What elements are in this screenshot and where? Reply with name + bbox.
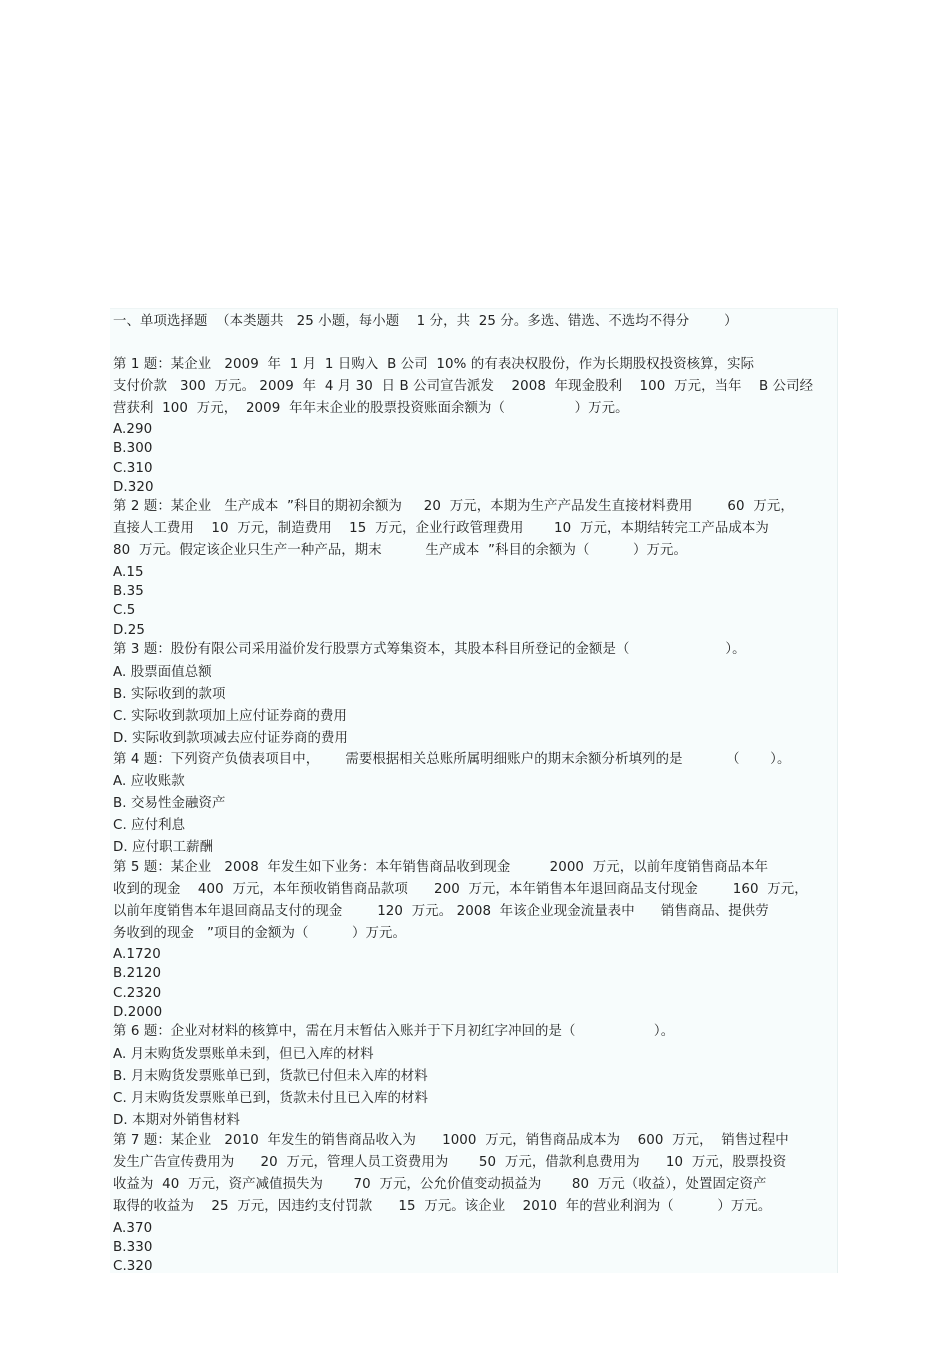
question-7-stem-line-3: 收益为 40 万元，资产减值损失为 70 万元，公允价值变动损益为 80 万元（收益），处置固定资产 [113, 1177, 767, 1192]
question-4-option-d: D. 应付职工薪酬 [113, 840, 214, 855]
question-1-option-d: D.320 [113, 480, 154, 495]
question-2-stem-line-3: 80 万元。假定该企业只生产一种产品，期末 生产成本 ”科目的余额为（ ）万元。 [113, 543, 688, 558]
question-2-option-d: D.25 [113, 623, 146, 638]
question-1-option-b: B.300 [113, 441, 153, 456]
question-2-option-b: B.35 [113, 584, 144, 599]
question-5-stem-line-3: 以前年度销售本年退回商品支付的现金 120 万元。 2008 年该企业现金流量表中 销售商品、提供劳 [113, 904, 769, 919]
question-4-stem-line-1: 第 4 题：下列资产负债表项目中， 需要根据相关总账所属明细账户的期末余额分析填列的是 （ ）。 [113, 752, 791, 767]
question-7-stem-line-2: 发生广告宣传费用为 20 万元，管理人员工资费用为 50 万元，借款利息费用为 10 万元，股票投资 [113, 1155, 787, 1170]
question-4-option-c: C. 应付利息 [113, 818, 186, 833]
question-5-option-c: C.2320 [113, 986, 162, 1001]
question-7-option-c: C.320 [113, 1259, 153, 1274]
question-1-option-a: A.290 [113, 422, 153, 437]
question-5-stem-line-4: 务收到的现金 ”项目的金额为（ ）万元。 [113, 926, 407, 941]
question-6-option-c: C. 月末购货发票账单已到，货款未付且已入库的材料 [113, 1091, 428, 1106]
question-5-option-d: D.2000 [113, 1005, 163, 1020]
question-2-option-a: A.15 [113, 565, 144, 580]
question-3-stem-line-1: 第 3 题：股份有限公司采用溢价发行股票方式筹集资本，其股本科目所登记的金额是（ ）。 [113, 642, 746, 657]
question-5-stem-line-1: 第 5 题：某企业 2008 年发生如下业务：本年销售商品收到现金 2000 万元，以前年度销售商品本年 [113, 860, 769, 875]
question-6-option-b: B. 月末购货发票账单已到，货款已付但未入库的材料 [113, 1069, 428, 1084]
question-3-option-d: D. 实际收到款项减去应付证券商的费用 [113, 731, 348, 746]
question-1-option-c: C.310 [113, 461, 153, 476]
question-5-stem-line-2: 收到的现金 400 万元，本年预收销售商品款项 200 万元，本年销售本年退回商品支付现金 160 万元， [113, 882, 808, 897]
question-1-stem-line-2: 支付价款 300 万元。 2009 年 4 月 30 日 B 公司宣告派发 2008 年现金股利 100 万元，当年 B 公司经 [113, 379, 814, 394]
question-2-option-c: C.5 [113, 603, 136, 618]
question-2-stem-line-1: 第 2 题：某企业 生产成本 ”科目的期初余额为 20 万元，本期为生产产品发生直接材料费用 60 万元， [113, 499, 794, 514]
question-6-option-d: D. 本期对外销售材料 [113, 1113, 241, 1128]
question-1-stem-line-1: 第 1 题：某企业 2009 年 1 月 1 日购入 B 公司 10% 的有表决权股份，作为长期股权投资核算，实际 [113, 357, 755, 372]
question-3-option-b: B. 实际收到的款项 [113, 687, 226, 702]
question-1-stem-line-3: 营获利 100 万元， 2009 年年末企业的股票投资账面余额为（ ）万元。 [113, 401, 629, 416]
question-5-option-b: B.2120 [113, 966, 162, 981]
question-2-stem-line-2: 直接人工费用 10 万元，制造费用 15 万元，企业行政管理费用 10 万元，本期结转完工产品成本为 [113, 521, 769, 536]
question-6-stem-line-1: 第 6 题：企业对材料的核算中，需在月末暂估入账并于下月初红字冲回的是（ ）。 [113, 1024, 675, 1039]
question-6-option-a: A. 月末购货发票账单未到，但已入库的材料 [113, 1047, 374, 1062]
section-title: 一、单项选择题 （本类题共 25 小题，每小题 1 分，共 25 分。多选、错选、不选均不得分 ） [113, 314, 738, 329]
question-4-option-b: B. 交易性金融资产 [113, 796, 226, 811]
question-7-option-b: B.330 [113, 1240, 153, 1255]
question-3-option-a: A. 股票面值总额 [113, 665, 212, 680]
question-7-stem-line-4: 取得的收益为 25 万元，因违约支付罚款 15 万元。该企业 2010 年的营业利润为（ ）万元。 [113, 1199, 772, 1214]
question-3-option-c: C. 实际收到款项加上应付证券商的费用 [113, 709, 348, 724]
question-7-stem-line-1: 第 7 题：某企业 2010 年发生的销售商品收入为 1000 万元，销售商品成本为 600 万元， 销售过程中 [113, 1133, 789, 1148]
question-4-option-a: A. 应收账款 [113, 774, 185, 789]
question-7-option-a: A.370 [113, 1221, 153, 1236]
question-5-option-a: A.1720 [113, 947, 161, 962]
